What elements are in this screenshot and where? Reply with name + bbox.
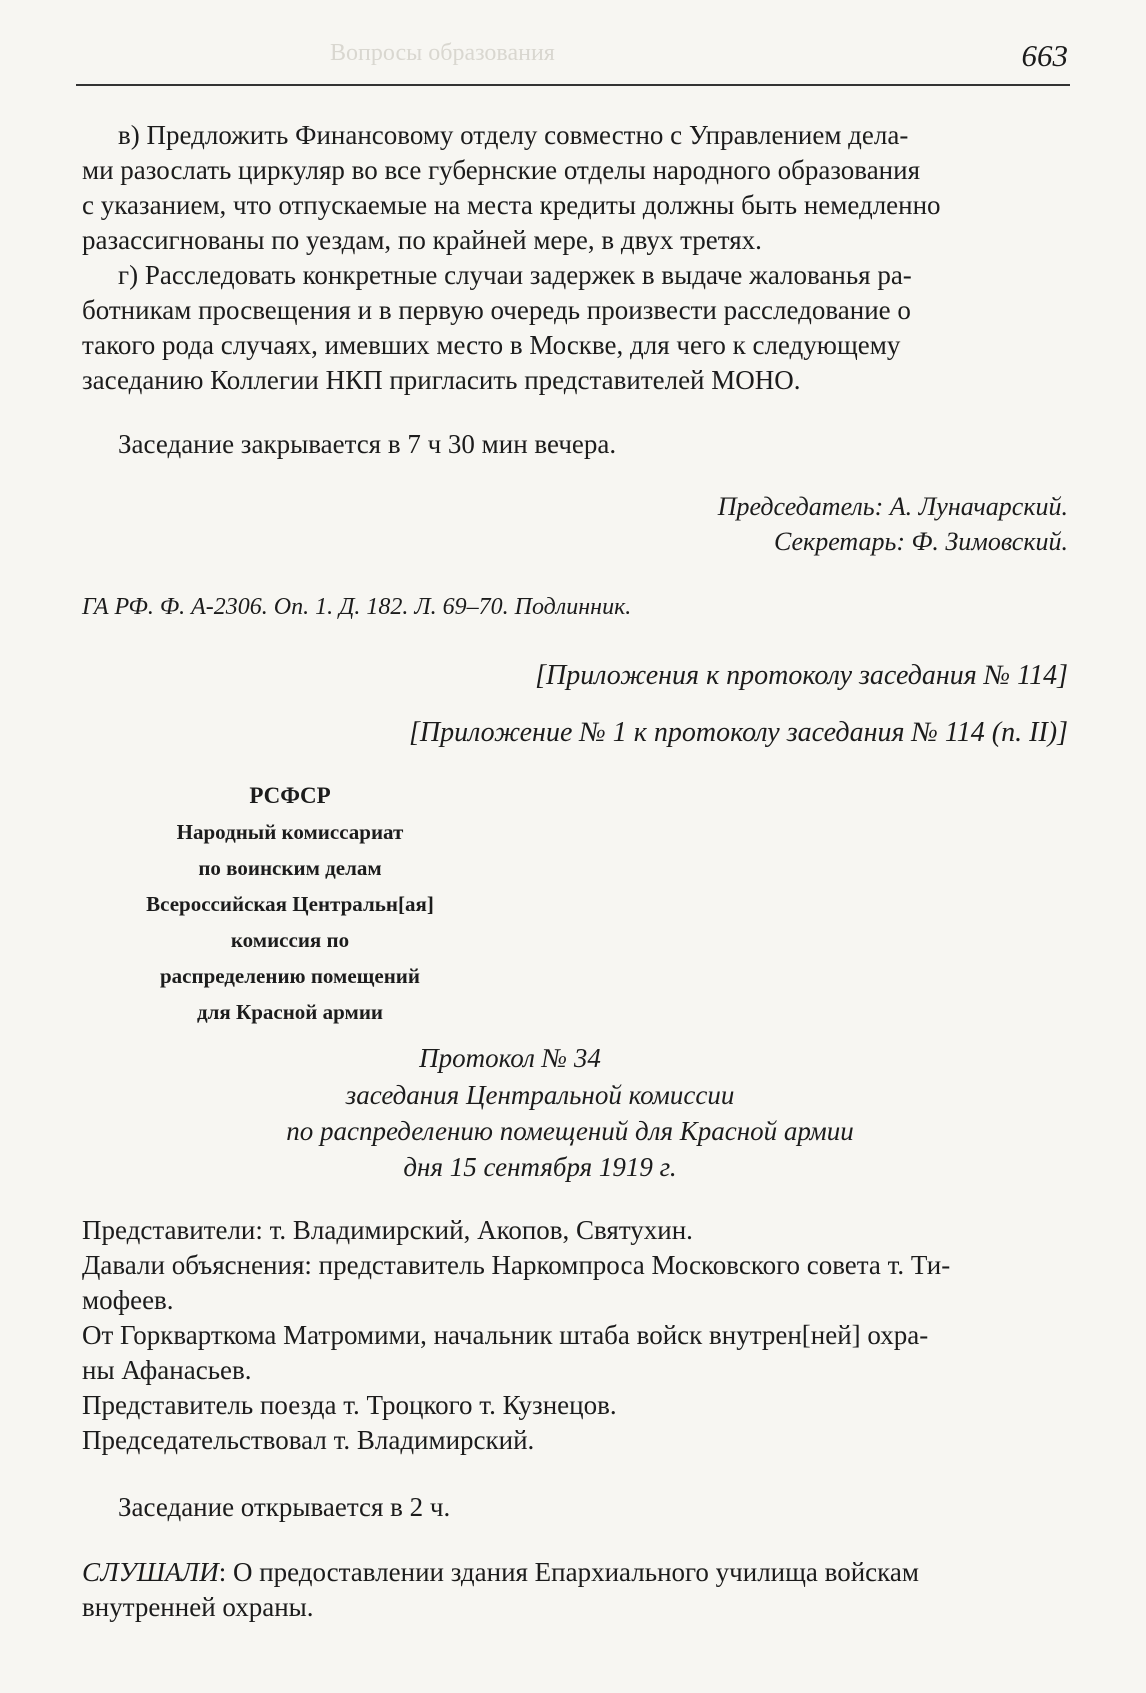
org-line: для Красной армии bbox=[196, 1000, 384, 1024]
heard-text: : О предоставлении здания Епархиального училища войскам bbox=[218, 1557, 919, 1587]
item-v-line-1: в) Предложить Финансовому отделу совместно с Управлением дела- bbox=[118, 120, 909, 150]
archive-source: ГА РФ. Ф. А-2306. Оп. 1. Д. 182. Л. 69–70. Подлинник. bbox=[82, 594, 632, 620]
item-g-line-4: заседанию Коллегии НКП пригласить представителей МОНО. bbox=[82, 365, 801, 395]
item-v-line-2: ми разослать циркуляр во все губернские отделы народного образования bbox=[82, 155, 921, 185]
item-g-line-1: г) Расследовать конкретные случаи задержек в выдаче жалованья ра- bbox=[118, 260, 912, 290]
appendix-1-heading: [Приложение № 1 к протоколу заседания № 114 (п. II)] bbox=[408, 717, 1068, 748]
org-line: распределению помещений bbox=[159, 964, 421, 988]
page-number: 663 bbox=[1021, 38, 1068, 73]
heard-label: СЛУШАЛИ bbox=[82, 1557, 219, 1587]
chairman-signature: Председатель: А. Луначарский. bbox=[717, 492, 1068, 521]
org-line: Народный комиссариат bbox=[176, 820, 404, 844]
protocol-subtitle-1: заседания Центральной комиссии bbox=[345, 1080, 735, 1110]
attendees-line: мофеев. bbox=[82, 1285, 174, 1315]
item-g-line-3: такого рода случаях, имевших место в Москве, для чего к следующему bbox=[82, 330, 901, 360]
attendees-line: Председательствовал т. Владимирский. bbox=[82, 1425, 535, 1455]
session-opening: Заседание открывается в 2 ч. bbox=[118, 1492, 451, 1522]
protocol-subtitle-2: по распределению помещений для Красной армии bbox=[286, 1116, 854, 1146]
protocol-date: дня 15 сентября 1919 г. bbox=[403, 1152, 677, 1182]
attendees-line: От Горкварткома Матромими, начальник штаба войск внутрен[ней] охра- bbox=[82, 1320, 929, 1350]
org-line: комиссия по bbox=[230, 928, 350, 952]
organization-block bbox=[120, 778, 460, 1030]
org-line: Всероссийская Центральн[ая] bbox=[146, 892, 434, 916]
session-closing: Заседание закрывается в 7 ч 30 мин вечера. bbox=[118, 429, 617, 459]
attendees-line: Представитель поезда т. Троцкого т. Кузнецов. bbox=[82, 1390, 617, 1420]
protocol-title: Протокол № 34 bbox=[419, 1043, 601, 1073]
org-line: по воинским делам bbox=[198, 856, 382, 880]
heard-line-1 bbox=[82, 1555, 1064, 1590]
heard-line-2: внутренней охраны. bbox=[82, 1592, 314, 1622]
org-line: РСФСР bbox=[249, 783, 331, 808]
item-v-line-4: разассигнованы по уездам, по крайней мере, в двух третях. bbox=[82, 225, 762, 255]
secretary-signature: Секретарь: Ф. Зимовский. bbox=[773, 527, 1068, 556]
attendees-line: Представители: т. Владимирский, Акопов, Святухин. bbox=[82, 1215, 693, 1245]
header-rule bbox=[76, 84, 1070, 86]
attendees-line: ны Афанасьев. bbox=[82, 1355, 252, 1385]
bleed-through-header: Вопросы образования bbox=[330, 40, 555, 66]
item-g-line-2: ботникам просвещения и в первую очередь произвести расследование о bbox=[82, 295, 911, 325]
appendix-heading: [Приложения к протоколу заседания № 114] bbox=[535, 660, 1068, 691]
attendees-line: Давали объяснения: представитель Наркомпроса Московского совета т. Ти- bbox=[82, 1250, 951, 1280]
item-v-line-3: с указанием, что отпускаемые на места кредиты должны быть немедленно bbox=[82, 190, 941, 220]
